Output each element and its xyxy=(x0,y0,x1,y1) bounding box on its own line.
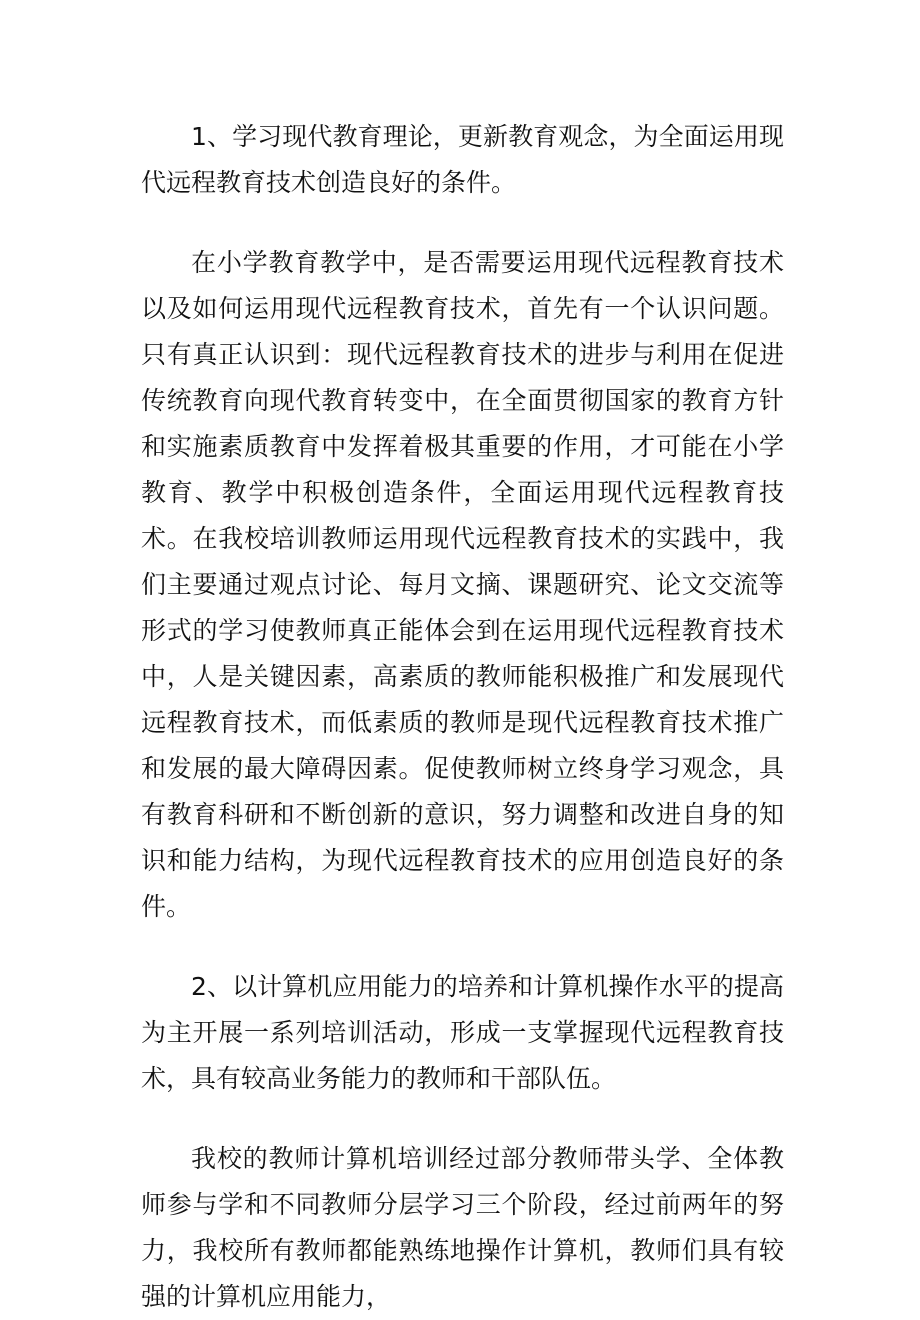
paragraph-section-2-heading: 2、以计算机应用能力的培养和计算机操作水平的提高为主开展一系列培训活动，形成一支掌握现代远程教育技术，具有较高业务能力的教师和干部队伍。 xyxy=(141,972,784,1093)
paragraph-section-1-heading: 1、学习现代教育理论，更新教育观念，为全面运用现代远程教育技术创造良好的条件。 xyxy=(141,122,784,197)
paragraph-body-1: 在小学教育教学中，是否需要运用现代远程教育技术以及如何运用现代远程教育技术，首先有一个认识问题。只有真正认识到：现代远程教育技术的进步与利用在促进传统教育向现代教育转变中，在全面贯彻国家的教育方针和实施素质教育中发挥着极其重要的作用，才可能在小学教育、教学中积极创造条件，全面运用现代远程教育技术。在我校培训教师运用现代远程教育技术的实践中，我们主要通过观点讨论、每月文摘、课题研究、论文交流等形式的学习使教师真正能体会到在运用现代远程教育技术中，人是关键因素，高素质的教师能积极推广和发展现代远程教育技术，而低素质的教师是现代远程教育技术推广和发展的最大障碍因素。促使教师树立终身学习观念，具有教育科研和不断创新的意识，努力调整和改进自身的知识和能力结构，为现代远程教育技术的应用创造良好的条件。 xyxy=(141,248,784,921)
paragraph-body-2: 我校的教师计算机培训经过部分教师带头学、全体教师参与学和不同教师分层学习三个阶段，经过前两年的努力，我校所有教师都能熟练地操作计算机，教师们具有较强的计算机应用能力， xyxy=(141,1144,784,1311)
